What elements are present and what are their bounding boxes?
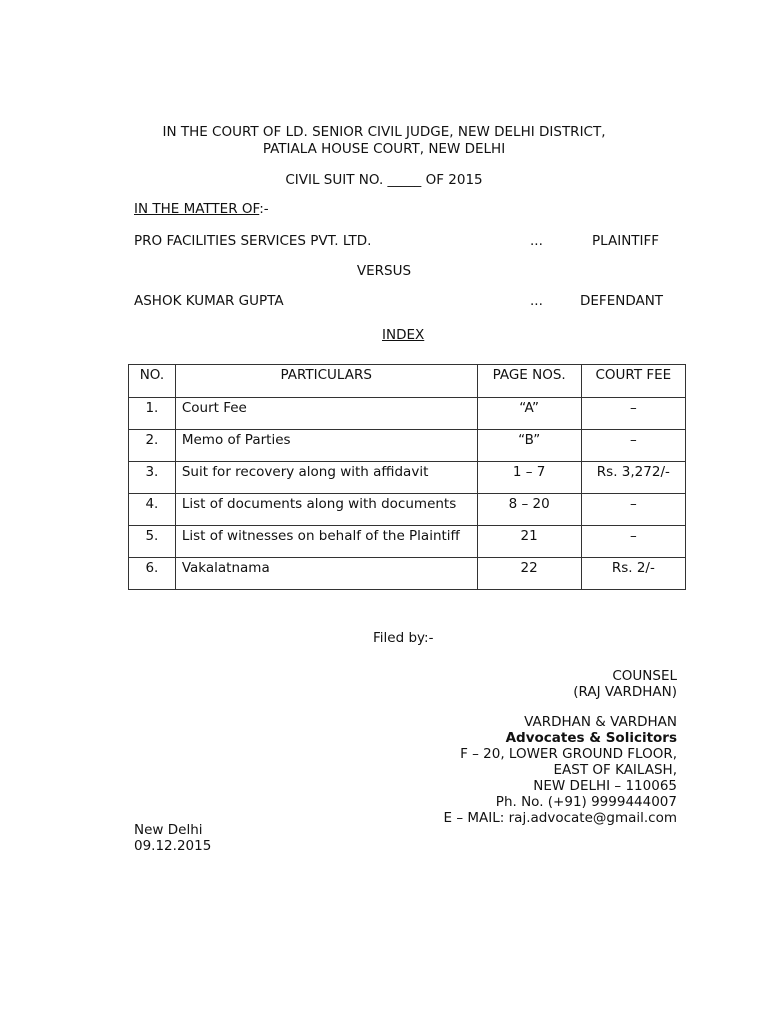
matter-heading xyxy=(134,201,269,217)
table-row xyxy=(129,526,686,558)
row-no: 4. xyxy=(129,494,176,526)
phone-number: Ph. No. (+91) 9999444007 xyxy=(495,794,677,810)
court-line-1: IN THE COURT OF LD. SENIOR CIVIL JUDGE, NEW DELHI DISTRICT, xyxy=(162,124,606,140)
defendant-role: DEFENDANT xyxy=(580,293,664,309)
index-title: INDEX xyxy=(382,327,425,343)
address-line-1: F – 20, LOWER GROUND FLOOR, xyxy=(460,746,677,762)
address-line-2: EAST OF KAILASH, xyxy=(553,762,677,778)
index-table xyxy=(128,364,686,590)
suit-number: CIVIL SUIT NO. _____ OF 2015 xyxy=(285,172,483,188)
plaintiff-name: PRO FACILITIES SERVICES PVT. LTD. xyxy=(134,233,372,249)
matter-label: IN THE MATTER OF xyxy=(134,201,260,217)
plaintiff-ellipsis: ... xyxy=(530,233,543,249)
row-fee: – xyxy=(581,494,685,526)
row-no: 2. xyxy=(129,430,176,462)
defendant-ellipsis: ... xyxy=(530,293,543,309)
row-no: 1. xyxy=(129,398,176,430)
row-particulars: List of witnesses on behalf of the Plaintiff xyxy=(175,526,477,558)
filing-date: 09.12.2015 xyxy=(134,838,212,854)
versus-label: VERSUS xyxy=(356,263,412,279)
row-particulars: Memo of Parties xyxy=(175,430,477,462)
table-row xyxy=(129,430,686,462)
row-fee: Rs. 3,272/- xyxy=(581,462,685,494)
table-row xyxy=(129,398,686,430)
table-row xyxy=(129,558,686,590)
row-pages: “B” xyxy=(477,430,581,462)
counsel-name: (RAJ VARDHAN) xyxy=(573,684,677,700)
table-header-row xyxy=(129,365,686,398)
defendant-name: ASHOK KUMAR GUPTA xyxy=(134,293,284,309)
table-row xyxy=(129,462,686,494)
court-line-2: PATIALA HOUSE COURT, NEW DELHI xyxy=(262,141,506,157)
row-no: 6. xyxy=(129,558,176,590)
row-fee: – xyxy=(581,526,685,558)
row-particulars: Suit for recovery along with affidavit xyxy=(175,462,477,494)
row-no: 5. xyxy=(129,526,176,558)
row-fee: – xyxy=(581,430,685,462)
table-row xyxy=(129,494,686,526)
header-court-fee: COURT FEE xyxy=(581,365,685,398)
row-pages: 21 xyxy=(477,526,581,558)
filing-place: New Delhi xyxy=(134,822,203,838)
firm-name: VARDHAN & VARDHAN xyxy=(524,714,677,730)
header-particulars: PARTICULARS xyxy=(175,365,477,398)
row-pages: 1 – 7 xyxy=(477,462,581,494)
header-page-nos: PAGE NOS. xyxy=(477,365,581,398)
address-line-3: NEW DELHI – 110065 xyxy=(533,778,677,794)
row-particulars: List of documents along with documents xyxy=(175,494,477,526)
row-pages: 8 – 20 xyxy=(477,494,581,526)
row-no: 3. xyxy=(129,462,176,494)
row-fee: – xyxy=(581,398,685,430)
row-particulars: Court Fee xyxy=(175,398,477,430)
counsel-label: COUNSEL xyxy=(612,668,677,684)
row-fee: Rs. 2/- xyxy=(581,558,685,590)
header-no: NO. xyxy=(129,365,176,398)
filed-by-label: Filed by:- xyxy=(373,630,434,646)
row-pages: “A” xyxy=(477,398,581,430)
plaintiff-role: PLAINTIFF xyxy=(592,233,660,249)
row-particulars: Vakalatnama xyxy=(175,558,477,590)
matter-suffix: :- xyxy=(259,201,269,217)
firm-subtitle: Advocates & Solicitors xyxy=(505,730,677,746)
row-pages: 22 xyxy=(477,558,581,590)
email-address: E – MAIL: raj.advocate@gmail.com xyxy=(443,810,677,826)
